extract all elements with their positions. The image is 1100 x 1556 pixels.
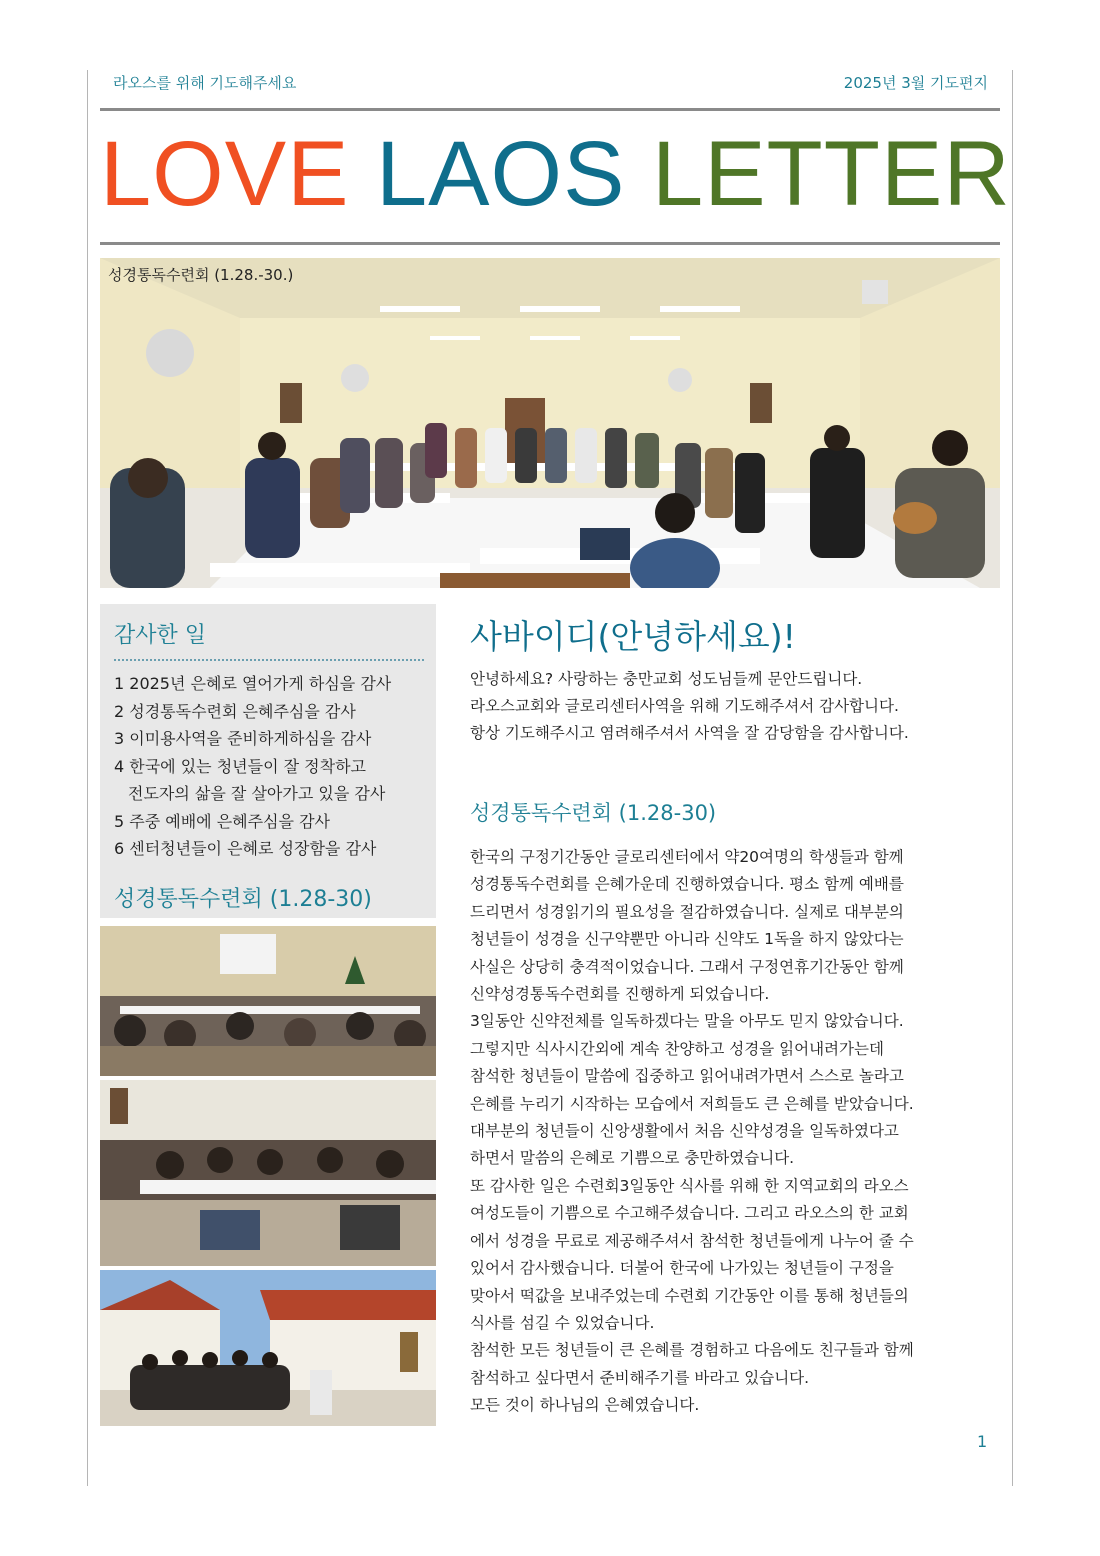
body-line: 하면서 말씀의 은혜로 기쁨으로 충만하였습니다. [470,1149,795,1168]
thanks-item: 2 성경통독수련회 은혜주심을 감사 [114,701,356,721]
retreat-room-photo [100,258,1000,588]
thanks-item: 5 주중 예배에 은혜주심을 감사 [114,811,330,831]
masthead-word-laos: LAOS [376,123,626,225]
thanks-list [114,670,391,863]
body-line: 또 감사한 일은 수련회3일동안 식사를 위해 한 지역교회의 라오스 [470,1176,909,1195]
greeting-line: 안녕하세요? 사랑하는 충만교회 성도님들께 문안드립니다. [470,670,863,688]
body-line: 사실은 상당히 충격적이었습니다. 그래서 구정연휴기간동안 함께 [470,957,904,976]
thanks-title: 감사한 일 [114,623,207,648]
body-line: 은혜를 누리기 시작하는 모습에서 저희들도 큰 은혜를 받았습니다. [470,1094,914,1113]
body-line: 있어서 감사했습니다. 더불어 한국에 나가있는 청년들이 구정을 [470,1259,894,1278]
page-number: 1 [977,1432,988,1451]
thanks-item: 3 이미용사역을 준비하게하심을 감사 [114,729,372,748]
body-line: 한국의 구정기간동안 글로리센터에서 약20여명의 학생들과 함께 [470,848,904,866]
body-line: 그렇지만 식사시간외에 계속 찬양하고 성경을 읽어내려가는데 [470,1039,884,1058]
retreat-photo-3-image [100,1270,436,1426]
retreat-sidebar-title: 성경통독수련회 (1.28-30) [114,887,372,912]
masthead-word-letter: LETTER [652,123,1011,225]
body-line: 신약성경통독수련회를 진행하게 되었습니다. [470,985,770,1004]
greeting-paragraph [470,666,909,747]
masthead-rule [100,242,1000,245]
retreat-section-title: 성경통독수련회 (1.28-30) [470,801,717,825]
body-line: 대부분의 청년들이 신앙생활에서 처음 신약성경을 일독하였다고 [470,1122,899,1141]
retreat-body [470,844,995,1420]
body-line: 맞아서 떡값을 보내주었는데 수련회 기간동안 이를 통해 청년들의 [470,1286,909,1305]
retreat-photo-1 [100,926,436,1076]
main-photo-caption: 성경통독수련회 (1.28.-30.) [108,266,294,284]
right-margin-line [1012,70,1013,1486]
thanks-item: 4 한국에 있는 청년들이 잘 정착하고 [114,756,366,776]
body-line: 드리면서 성경읽기의 필요성을 절감하였습니다. 실제로 대부분의 [470,902,904,921]
body-line: 모든 것이 하나님의 은혜였습니다. [470,1396,700,1415]
body-line: 성경통독수련회를 은혜가운데 진행하였습니다. 평소 함께 예배를 [470,875,904,894]
body-line: 3일동안 신약전체를 일독하겠다는 말을 아무도 믿지 않았습니다. [470,1012,904,1031]
retreat-photo-3 [100,1270,436,1426]
top-rule [100,108,1000,111]
thanks-item: 6 센터청년들이 은혜로 성장함을 감사 [114,839,377,858]
dotted-divider [114,659,424,661]
masthead-title [100,122,1011,226]
retreat-photo-1-image [100,926,436,1076]
masthead-word-love: LOVE [100,123,350,225]
header-right-text: 2025년 3월 기도편지 [843,74,988,92]
body-line: 에서 성경을 무료로 제공해주셔서 참석한 청년들에게 나누어 줄 수 [470,1231,914,1250]
body-line: 참석하고 싶다면서 준비해주기를 바라고 있습니다. [470,1368,810,1387]
body-line: 참석한 청년들이 말씀에 집중하고 읽어내려가면서 스스로 놀라고 [470,1067,904,1086]
greeting-line: 라오스교회와 글로리센터사역을 위해 기도해주셔서 감사합니다. [470,697,899,715]
body-line: 식사를 섬길 수 있었습니다. [470,1313,655,1332]
greeting-line: 항상 기도해주시고 염려해주셔서 사역을 잘 감당함을 감사합니다. [470,724,909,742]
left-margin-line [87,70,88,1486]
thanks-item: 전도자의 삶을 잘 살아가고 있을 감사 [128,784,386,803]
main-photo [100,258,1000,588]
retreat-photo-2 [100,1080,436,1266]
thanks-item: 1 2025년 은혜로 열어가게 하심을 감사 [114,674,392,693]
thanks-box [100,604,436,918]
greeting-title: 사바이디(안녕하세요)! [470,617,796,656]
body-line: 참석한 모든 청년들이 큰 은혜를 경험하고 다음에도 친구들과 함께 [470,1341,914,1360]
header-left-text: 라오스를 위해 기도해주세요 [113,74,297,92]
body-line: 여성도들이 기쁨으로 수고해주셨습니다. 그리고 라오스의 한 교회 [470,1204,909,1223]
body-line: 청년들이 성경을 신구약뿐만 아니라 신약도 1독을 하지 않았다는 [470,930,904,949]
retreat-photo-2-image [100,1080,436,1266]
